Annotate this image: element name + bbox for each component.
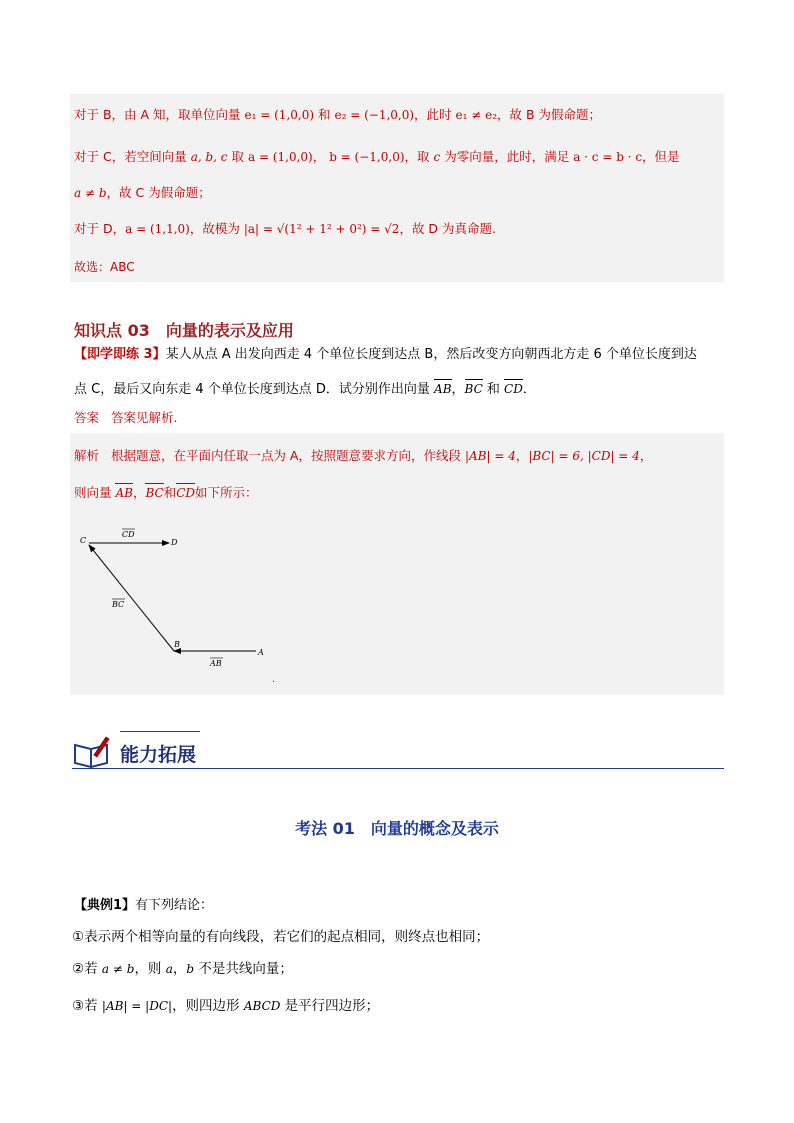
text: ，故 D 为真命题.	[399, 221, 496, 236]
practice-line-2	[74, 380, 536, 399]
practice-text-1: 某人从点 A 出发向西走 4 个单位长度到达点 B，然后改变方向朝西北方走 6 个单位长度到达	[165, 347, 697, 362]
figure-dot: .	[272, 674, 276, 685]
math: |AB| = 4	[464, 449, 516, 463]
math: |AB| = |DC|	[101, 999, 173, 1013]
ability-header	[72, 730, 724, 772]
text: ，则四边形	[172, 998, 244, 1014]
math: a · c = b · c	[573, 150, 643, 164]
solution-line-c2	[74, 184, 211, 202]
answer-label: 答案	[74, 410, 100, 425]
practice-text-2: 点 C，最后又向东走 4 个单位长度到达点 D．试分别作出向量	[74, 382, 435, 397]
math: |BC| = 6, |CD| = 4	[528, 449, 640, 463]
math: c	[433, 150, 441, 164]
math: a, b, c	[190, 150, 228, 164]
math: e₁ = (1,0,0)	[244, 108, 315, 122]
sep: ，	[515, 448, 529, 463]
point-label-c: C	[80, 536, 87, 545]
method-title: 考法 01 向量的概念及表示	[295, 819, 499, 838]
text: ，但是	[642, 149, 680, 164]
sep: ，	[132, 485, 146, 500]
vector-bc: BC	[145, 486, 164, 500]
vector-label-bc: BC	[112, 600, 125, 609]
solution-line-d	[74, 220, 496, 238]
text: ，故 B 为假命题；	[497, 107, 602, 122]
point-label-a: A	[258, 648, 264, 657]
text: ，	[312, 149, 330, 164]
practice-line-1	[74, 346, 697, 364]
text: ，	[172, 961, 187, 977]
math: b = (−1,0,0)	[329, 150, 405, 164]
analysis-line-1	[74, 447, 652, 465]
sep: ，	[639, 448, 653, 463]
math: ABCD	[243, 999, 281, 1013]
ability-bottom-rule	[72, 768, 724, 769]
text: ②若	[72, 961, 102, 977]
vector-bc-arrow	[89, 545, 174, 651]
text: ，故 C 为假命题；	[106, 185, 211, 200]
sep: ，	[451, 382, 465, 397]
text: 和	[314, 107, 335, 122]
text: 是平行四边形；	[280, 998, 380, 1014]
sep: 和	[482, 382, 505, 397]
practice-tag: 【即学即练 3】	[74, 347, 166, 362]
answer-text: 答案见解析.	[110, 410, 178, 425]
vector-figure	[70, 520, 290, 690]
math: |a| = √(1² + 1² + 0²) = √2	[243, 222, 400, 236]
solution-answer: 故选：ABC	[74, 260, 135, 274]
example-item-2	[72, 960, 293, 978]
analysis-text: 如下所示：	[195, 485, 258, 500]
example-intro: 有下列结论：	[135, 898, 214, 913]
math: a = (1,0,0)	[247, 150, 313, 164]
text: ，取	[404, 149, 434, 164]
example-item-1: ①表示两个相等向量的有向线段，若它们的起点相同，则终点也相同；	[72, 929, 490, 945]
vector-ab: AB	[434, 382, 452, 396]
text: 对于 B，由 A 知，取单位向量	[74, 107, 245, 122]
vector-cd: CD	[504, 382, 523, 396]
math: a	[165, 962, 173, 976]
text: 对于 D，	[74, 221, 126, 236]
analysis-text: 根据题意，在平面内任取一点为 A，按照题意要求方向，作线段	[110, 448, 465, 463]
sep: 和	[163, 485, 177, 500]
point-label-b: B	[174, 640, 180, 649]
text: 不是共线向量；	[194, 961, 293, 977]
example-line-intro	[74, 897, 213, 915]
math: a ≠ b	[101, 962, 135, 976]
vector-bc: BC	[464, 382, 483, 396]
math: a = (1,1,0)	[125, 222, 190, 236]
text: ，此时	[414, 107, 456, 122]
math: b	[186, 962, 195, 976]
solution-line-b	[74, 106, 601, 124]
math: e₂ = (−1,0,0)	[334, 108, 415, 122]
ability-top-rule	[120, 731, 200, 732]
example-tag: 【典例1】	[74, 898, 136, 913]
example-item-3	[72, 997, 379, 1015]
book-pen-icon	[72, 733, 112, 771]
vector-label-ab: AB	[210, 659, 222, 668]
text: 对于 C，若空间向量	[74, 149, 191, 164]
text: 取	[227, 149, 248, 164]
analysis-line-2	[74, 484, 258, 502]
analysis-text: 则向量	[74, 485, 116, 500]
vector-label-cd: CD	[122, 530, 135, 539]
sep: ．	[522, 382, 536, 397]
text: ③若	[72, 998, 102, 1014]
section-03-title: 知识点 03 向量的表示及应用	[74, 321, 294, 340]
text: ，则	[134, 961, 166, 977]
vector-ab: AB	[115, 486, 133, 500]
ability-title: 能力拓展	[120, 744, 197, 766]
math: e₁ ≠ e₂	[455, 108, 498, 122]
solution-line-c1	[74, 148, 680, 166]
text: 为零向量，此时，满足	[440, 149, 574, 164]
analysis-label: 解析	[74, 448, 100, 463]
text: ，故模为	[189, 221, 244, 236]
vector-cd: CD	[176, 486, 196, 500]
practice-answer	[74, 409, 177, 427]
math: a ≠ b	[74, 186, 107, 200]
point-label-d: D	[171, 538, 178, 547]
